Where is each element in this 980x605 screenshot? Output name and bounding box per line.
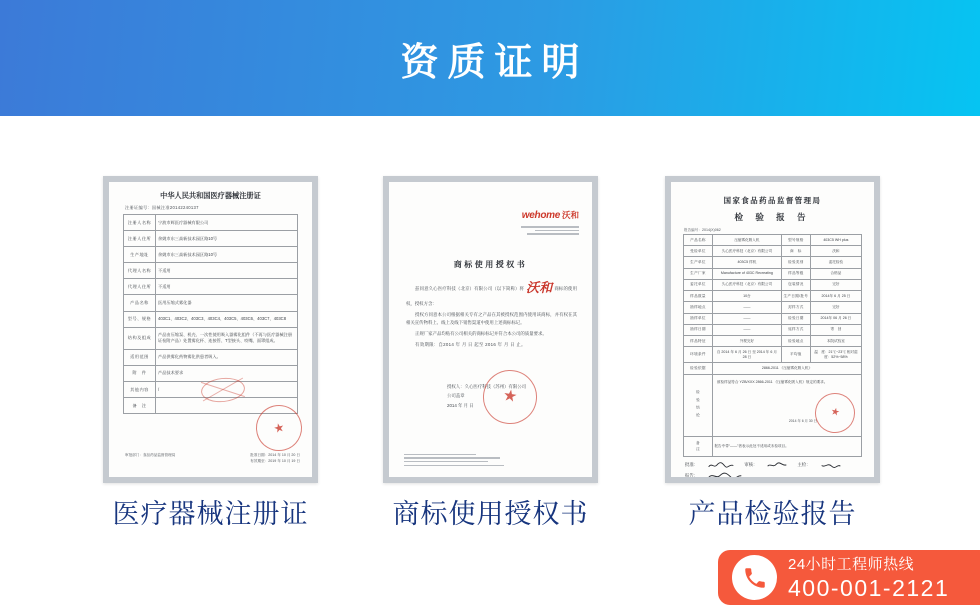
cert1-reg-number: 注册证编号：国械注准20142240137 <box>125 205 199 210</box>
cert3-cell-label: 受检单位 <box>684 246 713 257</box>
inspection-seal-icon <box>811 389 858 436</box>
cert1-row-label: 其他内容 <box>124 382 156 398</box>
hotline-banner[interactable] <box>718 550 980 605</box>
signature-scribble <box>767 461 787 470</box>
cert1-row-value: 余姚市东三高新技术园区路10号 <box>156 247 298 263</box>
cert1-row-value: 余姚市东三高新技术园区路10号 <box>156 231 298 247</box>
cert3-grid-row <box>684 235 862 246</box>
cert3-conclusion-date: 2014 年 6 月 30 日 <box>788 418 817 423</box>
cert3-cell-label: 样品特征 <box>684 335 713 346</box>
brand-script-wohe: 沃和 <box>526 281 553 296</box>
cert3-cell-value: 自 2014 年 6 月 26 日 至 2014 年 6 月 28 日 <box>712 347 781 363</box>
cert3-cell-value: 403C5 样机 <box>712 257 781 268</box>
cert3-remark-value: 报告中带“——”者表示此处不适用或未检项目。 <box>712 436 861 456</box>
cert3-cell-value: 压缩雾化吸入机 <box>712 235 781 246</box>
cert3-grid-row <box>684 313 862 324</box>
cert3-signature-row-2 <box>685 471 874 477</box>
cert3-conclusion-cell <box>712 374 861 436</box>
hotline-number: 400-001-2121 <box>788 575 950 601</box>
signature-scribble <box>708 461 734 470</box>
cert2-page <box>389 182 592 477</box>
star-icon: ★ <box>501 386 519 407</box>
cert3-cell-value: 10台 <box>712 291 781 302</box>
phone-icon <box>742 565 768 591</box>
cert3-cell-label: 生产日期/批号 <box>781 291 810 302</box>
cert1-doc-title: 中华人民共和国医疗器械注册证 <box>160 191 261 200</box>
fine-print-line <box>404 454 476 455</box>
cert1-footer-right <box>250 452 300 464</box>
caption-registration-cert: 医疗器械注册证 <box>112 499 309 529</box>
cert1-table-row <box>124 263 298 279</box>
cert3-report-number: 报告编号：2014(X)062 <box>684 228 721 232</box>
approve-label: 批准： <box>685 462 699 468</box>
logo-text-cn: 沃和 <box>561 210 579 220</box>
cert3-cell-label: 委托单位 <box>684 279 713 290</box>
cert3-cell-label: 封样方式 <box>781 302 810 313</box>
cert3-basis-label: 检验依据 <box>684 363 713 374</box>
cert3-cell-label: 产品名称 <box>684 235 713 246</box>
caption-inspection-report: 产品检验报告 <box>688 499 857 529</box>
cert2-seal-label: 公司盖章 <box>447 393 465 399</box>
cert2-footer-fine-print <box>404 452 504 466</box>
cert1-row-label: 适用范围 <box>124 349 156 365</box>
cert3-cell-label: 生产单位 <box>684 257 713 268</box>
fine-print-line <box>404 461 488 462</box>
cert1-row-value: 产品由压缩泵、机壳、一次性使用吸入器雾化组件（不再与医疗器械注册证检附产品）处置雾化杯、连接管、T型接头、咬嘴、面罩组成。 <box>156 327 298 349</box>
cert3-cell-value: 久心医疗科技（北京）有限公司 <box>712 246 781 257</box>
cert3-cell-label: 包装情况 <box>781 279 810 290</box>
cert2-paragraph-1 <box>406 277 577 308</box>
cert3-cell-label: 样品数量 <box>684 291 713 302</box>
cert3-remark-row <box>684 436 862 456</box>
star-icon: ★ <box>829 405 841 419</box>
cert1-row-label: 附 件 <box>124 365 156 381</box>
cert3-grid-row <box>684 246 862 257</box>
cert3-page <box>671 182 874 477</box>
cert1-row-label: 代理人名称 <box>124 263 156 279</box>
cert1-table-row <box>124 215 298 231</box>
cert2-authorizer: 授权人：久心医疗科技（苏州）有限公司 <box>447 384 527 389</box>
cert3-cell-label: 型号规格 <box>781 235 810 246</box>
certificate-thumbnail-trademark[interactable] <box>383 176 598 483</box>
cert2-paragraph-3: 正规厂家产品均贴有公司相关的商标标记并符合本公司的质量要求。 <box>415 331 547 337</box>
cert3-basis-row <box>684 363 862 374</box>
cert3-grid-row <box>684 324 862 335</box>
cert3-special-rows <box>684 363 862 456</box>
cert3-grid-row <box>684 257 862 268</box>
cert3-cell-label: 检验类别 <box>781 257 810 268</box>
logo-text-en: wehome <box>521 210 560 221</box>
cert3-cell-value: —— <box>712 302 781 313</box>
cert1-table-row <box>124 327 298 349</box>
fine-print-line <box>404 465 504 466</box>
cert3-cell-value: 2014年 6 月 25 日 <box>810 291 861 302</box>
cert1-valid-until: 有效期至：2019 年 10 月 19 日 <box>250 458 300 463</box>
cert1-approval-date: 批准日期：2014 年 10 月 20 日 <box>250 452 300 457</box>
cert3-cell-label: 商 标 <box>781 246 810 257</box>
cert1-row-value: / <box>156 382 298 398</box>
cert1-row-value: 不适用 <box>156 279 298 295</box>
hotline-label: 24小时工程师热线 <box>788 556 915 573</box>
para1-post: 商标的使用权，授权方含： <box>406 286 577 307</box>
cert1-table-row <box>124 365 298 381</box>
cert3-cell-value: 沃和 <box>810 246 861 257</box>
cert3-cell-value: —— <box>712 313 781 324</box>
cert1-page <box>109 182 312 477</box>
cert1-table-row <box>124 295 298 311</box>
cert3-grid-row <box>684 291 862 302</box>
certificate-thumbnail-registration[interactable] <box>103 176 318 483</box>
cert3-cell-value: 完好 <box>810 302 861 313</box>
review-label: 审核： <box>744 462 758 468</box>
wehome-logo <box>521 204 579 235</box>
cert1-row-value: 产品供雾化药物雾化供患者吸入。 <box>156 349 298 365</box>
star-icon: ★ <box>272 419 286 437</box>
cert1-row-label: 结构及组成 <box>124 327 156 349</box>
cert3-cell-label: 环境条件 <box>684 347 713 363</box>
cert3-cell-label: 样品等级 <box>781 268 810 279</box>
cert3-cell-value: 完好 <box>810 279 861 290</box>
cert3-basis-value: 2866-2011 《压缩雾化吸入机》 <box>712 363 861 374</box>
cert3-cell-value: 2014年 06 月 26 日 <box>810 313 861 324</box>
cert3-org-title: 国家食品药品监督管理局 <box>723 196 822 205</box>
fine-print-line <box>535 230 579 231</box>
cert3-cell-value: 合格品 <box>810 268 861 279</box>
cert3-grid-row <box>684 268 862 279</box>
cert3-signature-row-1 <box>685 461 874 470</box>
cert3-conclusion-text: 被检样品符合 YZB/XXX 2866-2011 《压缩雾化吸入机》规定的要求。 <box>716 379 828 384</box>
cert1-table-row <box>124 349 298 365</box>
main-inspector-label: 主检： <box>797 462 811 468</box>
cert3-cell-label: 抽样日期 <box>684 324 713 335</box>
cert3-cell-value: 温 度：21℃~23℃ 相对湿度：52%~58% <box>810 347 861 363</box>
cert3-conclusion-row <box>684 374 862 436</box>
cert1-row-label: 型号、规格 <box>124 311 156 327</box>
cert1-footer-left: 审批部门：食品药品监督管理局 <box>125 452 176 457</box>
cert3-cell-label: 抽样单位 <box>684 313 713 324</box>
cert3-cell-value: 寄 回 <box>810 324 861 335</box>
cert3-cell-label: 抽样地点 <box>684 302 713 313</box>
signature-scribble <box>708 471 742 477</box>
cert3-grid-body <box>684 235 862 363</box>
hotline-text-block <box>788 553 949 602</box>
cert3-conclusion-label: 检验结论 <box>684 374 713 436</box>
company-star-seal-icon <box>479 366 541 428</box>
cert3-cell-label: 返样方式 <box>781 324 810 335</box>
cert3-cell-label: 检验日期 <box>781 313 810 324</box>
fine-print-line <box>521 226 579 227</box>
caption-trademark-letter: 商标使用授权书 <box>392 499 589 529</box>
cert2-doc-title: 商标使用授权书 <box>453 260 528 269</box>
cert3-doc-title: 检 验 报 告 <box>734 212 811 222</box>
cert1-row-label: 注册人住所 <box>124 231 156 247</box>
cert1-table-row <box>124 311 298 327</box>
phone-icon-circle <box>732 555 777 600</box>
cert1-row-label: 代理人住所 <box>124 279 156 295</box>
cert2-paragraph-2: 授权方同意本公司根据相关专有之产品在其被授权范围内使用该商标，并有权在其相关宣传物料上、线上及线下销售渠道中使用上述商标标记。 <box>406 312 577 326</box>
cert1-row-label: 注册人名称 <box>124 215 156 231</box>
cert1-row-value: 不适用 <box>156 263 298 279</box>
cert1-row-label: 备 注 <box>124 398 156 414</box>
fine-print-line <box>527 233 579 234</box>
cert1-row-value: 403C1、403C2、403C3、403C4、403C5、403C6、403C7、403C8 <box>156 311 298 327</box>
cert3-table <box>683 234 862 457</box>
para1-pre: 兹同意久心医疗科技（北京）有限公司（以下简称）将 <box>415 286 525 291</box>
cert3-cell-value: 久心医疗科技（北京）有限公司 <box>712 279 781 290</box>
cert2-validity-line: 有效期限：自2014 年 月 日 起至 2016 年 月 日 止。 <box>415 342 526 348</box>
cert3-cell-value: 外观完好 <box>712 335 781 346</box>
cert1-row-value: 产品技术要求 <box>156 365 298 381</box>
page-title: 资质证明 <box>400 41 589 84</box>
cert3-grid-row <box>684 335 862 346</box>
cert3-cell-label: 平均值 <box>781 347 810 363</box>
report-label: 报告： <box>685 472 699 477</box>
cert1-table-row <box>124 279 298 295</box>
cert3-cell-value: —— <box>712 324 781 335</box>
cert2-sign-date: 2014 年 月 日 <box>447 402 474 408</box>
cert3-cell-value: 委托检验 <box>810 257 861 268</box>
cert2-body-text <box>406 277 577 349</box>
cert1-table-row <box>124 231 298 247</box>
cert3-grid-row <box>684 279 862 290</box>
cert3-cell-value: 403C5 WH plus <box>810 235 861 246</box>
header-banner <box>0 0 980 116</box>
cert3-grid-row <box>684 302 862 313</box>
certificate-thumbnail-inspection[interactable] <box>665 176 880 483</box>
cert1-footer <box>125 452 300 464</box>
cert1-row-label: 产品名称 <box>124 295 156 311</box>
cert3-cell-value: 本院试验室 <box>810 335 861 346</box>
cert3-cell-value: Manufacture of 403C Recreating <box>712 268 781 279</box>
cert3-cell-label: 生产厂家 <box>684 268 713 279</box>
cert3-grid-row <box>684 347 862 363</box>
fine-print-line <box>404 457 500 458</box>
signature-scribble <box>821 461 841 470</box>
cert1-row-value: 医用压缩式雾化器 <box>156 295 298 311</box>
cert1-table-row <box>124 247 298 263</box>
cert1-row-value: 宁波市辉医疗器械有限公司 <box>156 215 298 231</box>
cert3-cell-label: 检验地点 <box>781 335 810 346</box>
cert1-row-label: 生产地址 <box>124 247 156 263</box>
cert3-remark-label: 备注 <box>684 436 713 456</box>
